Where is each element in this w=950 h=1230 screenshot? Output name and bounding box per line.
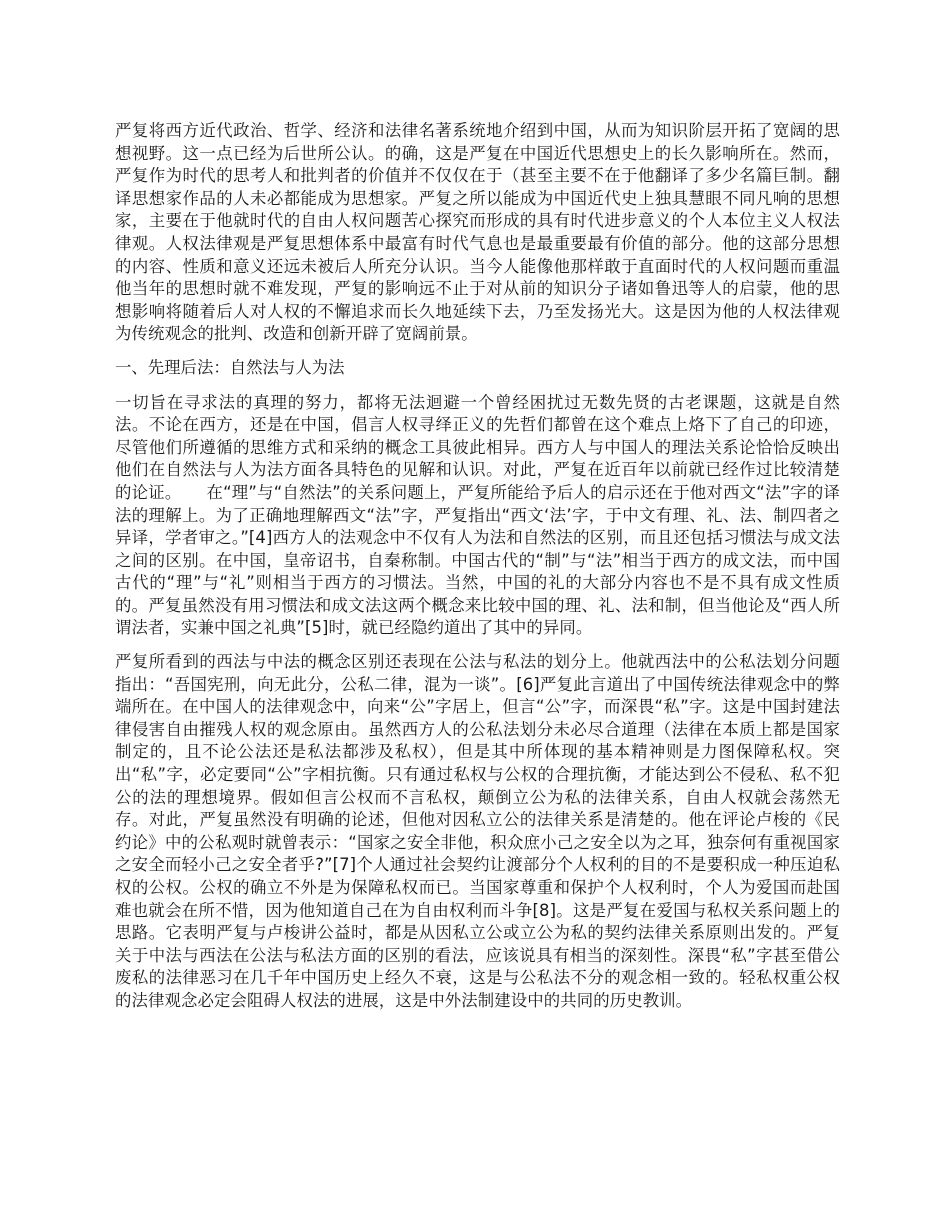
paragraph-natural-law: 一切旨在寻求法的真理的努力，都将无法迴避一个曾经困扰过无数先贤的古老课题，这就是自然法。不论在西方，还是在中国，倡言人权寻绎正义的先哲们都曾在这个难点上烙下了自己的印迹，尽管他们所遵循的思维方式和采纳的概念工具彼此相异。西方人与中国人的理法关系论恰恰反映出他们在自然法与人为法方面各具特色的见解和认识。对此，严复在近百年以前就已经作过比较清楚的论证。 在“理”与“自然法”的关系问题上，严复所能给予后人的启示还在于他对西文“法”字的译法的理解上。为了正确地理解西文“法”字，严复指出“西文‘法’字，于中文有理、礼、法、制四者之异译，学者审之。”[4]西方人的法观念中不仅有人为法和自然法的区别，而且还包括习惯法与成文法之间的区别。在中国，皇帝诏书，自秦称制。中国古代的“制”与“法”相当于西方的成文法，而中国古代的“理”与“礼”则相当于西方的习惯法。当然，中国的礼的大部分内容也不是不具有成文性质的。严复虽然没有用习惯法和成文法这两个概念来比较中国的理、礼、法和制，但当他论及“西人所谓法者，实兼中国之礼典”[5]时，就已经隐约道出了其中的异同。	[115, 392, 840, 638]
paragraph-intro: 严复将西方近代政治、哲学、经济和法律名著系统地介绍到中国，从而为知识阶层开拓了宽阔的思想视野。这一点已经为后世所公认。的确，这是严复在中国近代思想史上的长久影响所在。然而，严复作为时代的思考人和批判者的价值并不仅仅在于（甚至主要不在于他翻译了多少名篇巨制。翻译思想家作品的人未必都能成为思想家。严复之所以能成为中国近代史上独具慧眼不同凡响的思想家，主要在于他就时代的自由人权问题苦心探究而形成的具有时代进步意义的个人本位主义人权法律观。人权法律观是严复思想体系中最富有时代气息也是最重要最有价值的部分。他的这部分思想的内容、性质和意义还远未被后人所充分认识。当今人能像他那样敢于直面时代的人权问题而重温他当年的思想时就不难发现，严复的影响远不止于对从前的知识分子诸如鲁迅等人的启蒙，他的思想影响将随着后人对人权的不懈追求而长久地延续下去，乃至发扬光大。这是因为他的人权法律观为传统观念的批判、改造和创新开辟了宽阔前景。	[115, 121, 840, 344]
section-heading: 一、先理后法：自然法与人为法	[115, 357, 345, 377]
document-page	[115, 120, 840, 1024]
paragraph-public-private-law: 严复所看到的西法与中法的概念区别还表现在公法与私法的划分上。他就西法中的公私法划分问题指出：“吾国宪刑，向无此分，公私二律，混为一谈”。[6]严复此言道出了中国传统法律观念中的弊端所在。在中国人的法律观念中，向来“公”字居上，但言“公”字，而深畏“私”字。这是中国封建法律侵害自由摧残人权的观念原由。虽然西方人的公私法划分未必尽合道理（法律在本质上都是国家制定的，且不论公法还是私法都涉及私权），但是其中所体现的基本精神则是力图保障私权。突出“私”字，必定要同“公”字相抗衡。只有通过私权与公权的合理抗衡，才能达到公不侵私、私不犯公的法的理想境界。假如但言公权而不言私权，颠倒立公为私的法律关系，自由人权就会荡然无存。对此，严复虽然没有明确的论述，但他对因私立公的法律关系是清楚的。他在评论卢梭的《民约论》中的公私观时就曾表示：“国家之安全非他，积众庶小己之安全以为之耳，独奈何有重视国家之安全而轻小己之安全者乎?”[7]个人通过社会契约让渡部分个人权利的目的不是要积成一种压迫私权的公权。公权的确立不外是为保障私权而已。当国家尊重和保护个人权利时，个人为爱国而赴国难也就会在所不惜，因为他知道自己在为自由权利而斗争[8]。这是严复在爱国与私权关系问题上的思路。它表明严复与卢梭讲公益时，都是从因私立公或立公为私的契约法律关系原则出发的。严复关于中法与西法在公法与私法方面的区别的看法，应该说具有相当的深刻性。深畏“私”字甚至借公废私的法律恶习在几千年中国历史上经久不衰，这是与公私法不分的观念相一致的。轻私权重公权的法律观念必定会阻碍人权法的进展，这是中外法制建设中的共同的历史教训。	[115, 652, 840, 1010]
